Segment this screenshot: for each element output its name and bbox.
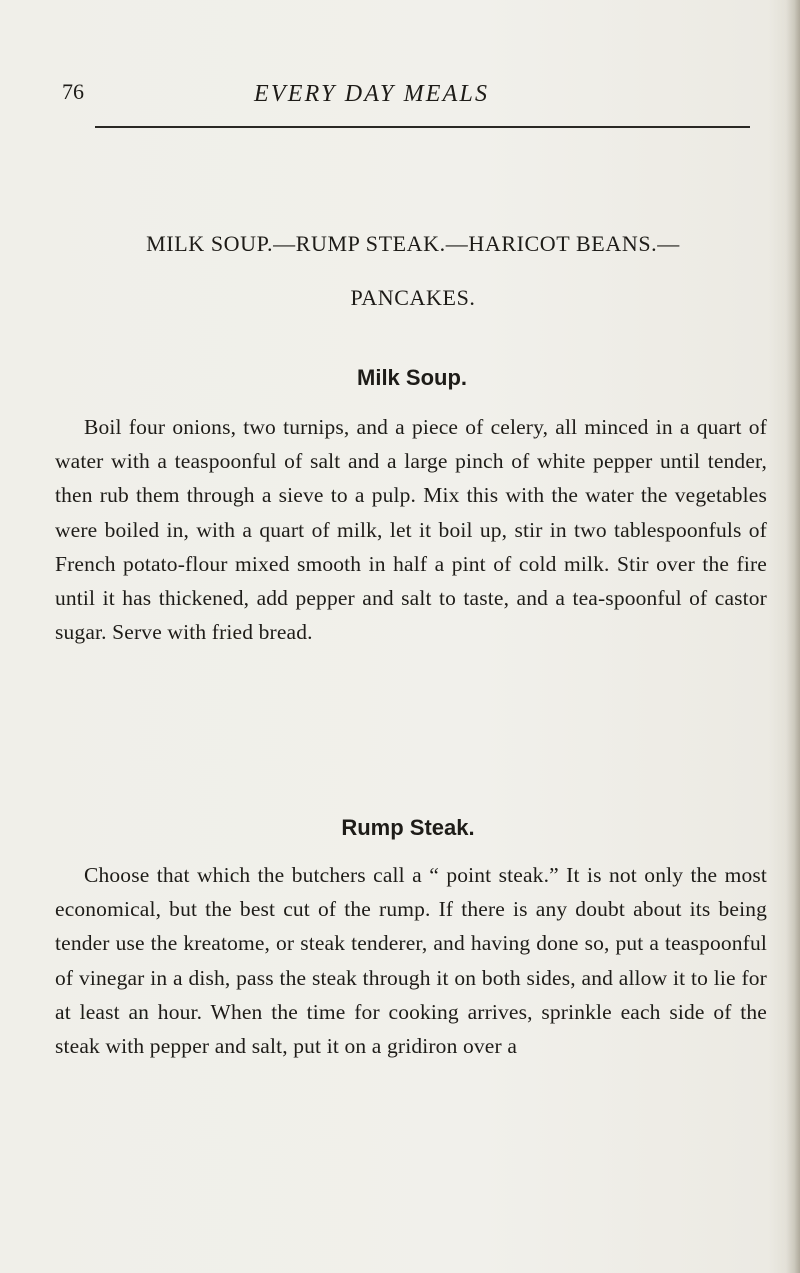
page-edge-shadow <box>786 0 800 1273</box>
section-body-rump-steak: Choose that which the butchers call a “ point steak.” It is not only the most economical, but the best cut of the rump. If there is any doubt about its being tender use the kreatome, or steak tenderer, and having done so, put a teaspoonful of vinegar in a dish, pass the steak through it on both sides, and allow it to lie for at least an hour. When the time for cooking arrives, sprinkle each side of the steak with pepper and salt, put it on a gridiron over a <box>55 863 767 1059</box>
page-number: 76 <box>62 79 84 104</box>
menu-heading-line-2: PANCAKES. <box>350 285 476 310</box>
section-body-milk-soup: Boil four onions, two turnips, and a piece of celery, all minced in a quart of water with a teaspoonful of salt and a large pinch of white pepper until tender, then rub them through a sieve to a pulp. Mix this with the water the vegetables were boiled in, with a quart of milk, let it boil up, stir in two tablespoonfuls of French potato-flour mixed smooth in half a pint of cold milk. Stir over the fire until it has thickened, add pepper and salt to taste, and a tea-spoonful of castor sugar. Serve with fried bread. <box>55 415 767 645</box>
section-title-rump-steak: Rump Steak. <box>341 815 475 840</box>
header-rule <box>95 126 750 128</box>
running-head: EVERY DAY MEALS <box>254 81 490 107</box>
menu-heading-line-1: MILK SOUP.—RUMP STEAK.—HARICOT BEANS.— <box>146 231 680 256</box>
section-title-milk-soup: Milk Soup. <box>357 365 467 390</box>
